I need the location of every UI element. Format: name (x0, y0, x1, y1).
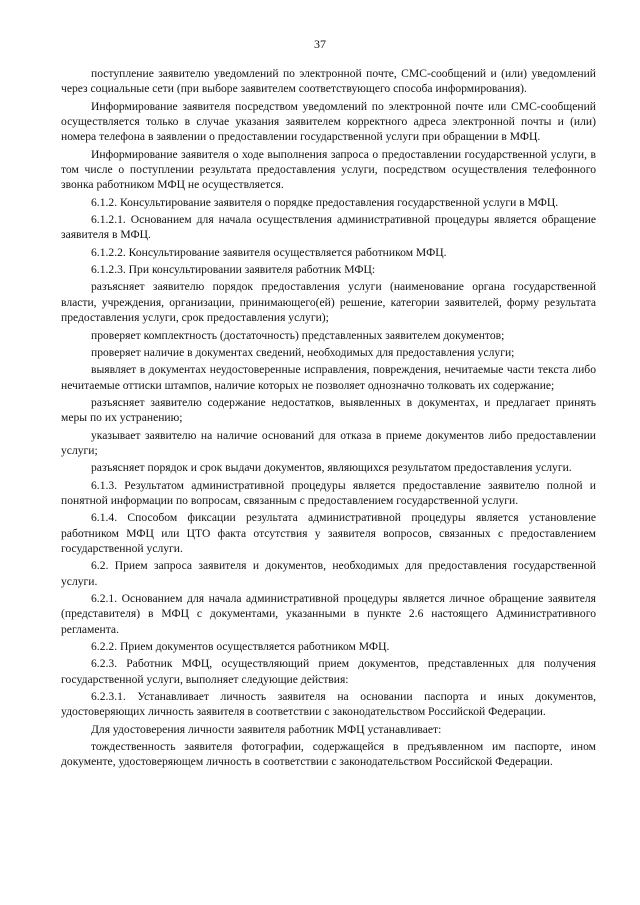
paragraph-identity-check: Для удостоверения личности заявителя работник МФЦ устанавливает: (91, 722, 442, 736)
paragraph-6-2-3-1: 6.2.3.1. Устанавливает личность заявителя на основании паспорта и иных документов, удостоверяющих личность заявителя в соответствии с законодательством Российской Федерации. (61, 690, 596, 719)
page-number: 37 (314, 37, 326, 51)
paragraph-6-1-4: 6.1.4. Способом фиксации результата административной процедуры является установление работником МФЦ или ЦТО факта отсутствия у заявителя вопросов, связанных с предоставлением государственной услуги. (61, 511, 596, 555)
document-body (61, 66, 596, 772)
paragraph-6-2: 6.2. Прием запроса заявителя и документов, необходимых для предоставления государственной услуги. (61, 559, 596, 588)
paragraph-sms-email-condition: Информирование заявителя посредством уведомлений по электронной почте или СМС-сообщений осуществляется только в случае указания заявителем корректного адреса электронной почты и (или) номера телефона в заявлении о предоставлении государственной услуги при обращении в МФЦ. (61, 99, 596, 144)
paragraph-photo-identity: тождественность заявителя фотографии, содержащейся в предъявленном им паспорте, ином документе, удостоверяющем личность в соответствии с законодательством Российской Федерации. (61, 740, 596, 769)
paragraph-explains-procedure: разъясняет заявителю порядок предоставления услуги (наименование органа государственной власти, учреждения, организации, принимающего(ей) решение, категории заявителей, форму результата предоставления услуги, срок предоставления услуги); (61, 280, 596, 325)
paragraph-refusal-grounds: указывает заявителю на наличие оснований для отказа в приеме документов либо предоставлении услуги; (61, 428, 596, 457)
paragraph-notification-channels: поступление заявителю уведомлений по электронной почте, СМС-сообщений и (или) уведомлений через социальные сети (при выборе заявителем соответствующего способа информирования). (61, 67, 596, 96)
paragraph-issue-order: разъясняет порядок и срок выдачи документов, являющихся результатом предоставления услуги. (91, 461, 572, 475)
paragraph-6-1-2-1: 6.1.2.1. Основанием для начала осуществления административной процедуры является обращение заявителя в МФЦ. (61, 213, 596, 242)
paragraph-checks-information: проверяет наличие в документах сведений, необходимых для предоставления услуги; (91, 345, 515, 359)
paragraph-6-2-2: 6.2.2. Прием документов осуществляется работником МФЦ. (91, 640, 390, 654)
paragraph-6-2-3: 6.2.3. Работник МФЦ, осуществляющий прием документов, представленных для получения государственной услуги, выполняет следующие действия: (61, 657, 596, 686)
paragraph-6-2-1: 6.2.1. Основанием для начала административной процедуры является личное обращение заявителя (представителя) в МФЦ с документами, указанными в пункте 2.6 настоящего Административного регламента. (61, 592, 596, 636)
paragraph-6-1-2-3: 6.1.2.3. При консультировании заявителя работник МФЦ: (91, 263, 376, 277)
paragraph-checks-completeness: проверяет комплектность (достаточность) представленных заявителем документов; (91, 328, 505, 342)
paragraph-6-1-2: 6.1.2. Консультирование заявителя о порядке предоставления государственной услуги в МФЦ. (91, 195, 559, 209)
paragraph-explains-deficiencies: разъясняет заявителю содержание недостатков, выявленных в документах, и предлагает принять меры по их устранению; (61, 395, 596, 425)
paragraph-phone-info: Информирование заявителя о ходе выполнения запроса о предоставлении государственной услуги, в том числе о поступлении результата предоставления услуги, посредством осуществления телефонного звонка работником МФЦ не осуществляется. (61, 147, 596, 192)
paragraph-detects-corrections: выявляет в документах неудостоверенные исправления, повреждения, нечитаемые части текста либо нечитаемые оттиски штампов, наличие которых не позволяет однозначно толковать их содержание; (61, 363, 596, 392)
paragraph-6-1-2-2: 6.1.2.2. Консультирование заявителя осуществляется работником МФЦ. (91, 245, 447, 259)
paragraph-6-1-3: 6.1.3. Результатом административной процедуры является предоставление заявителю полной и понятной информации по вопросам, связанным с предоставлением государственной услуги. (61, 478, 596, 507)
